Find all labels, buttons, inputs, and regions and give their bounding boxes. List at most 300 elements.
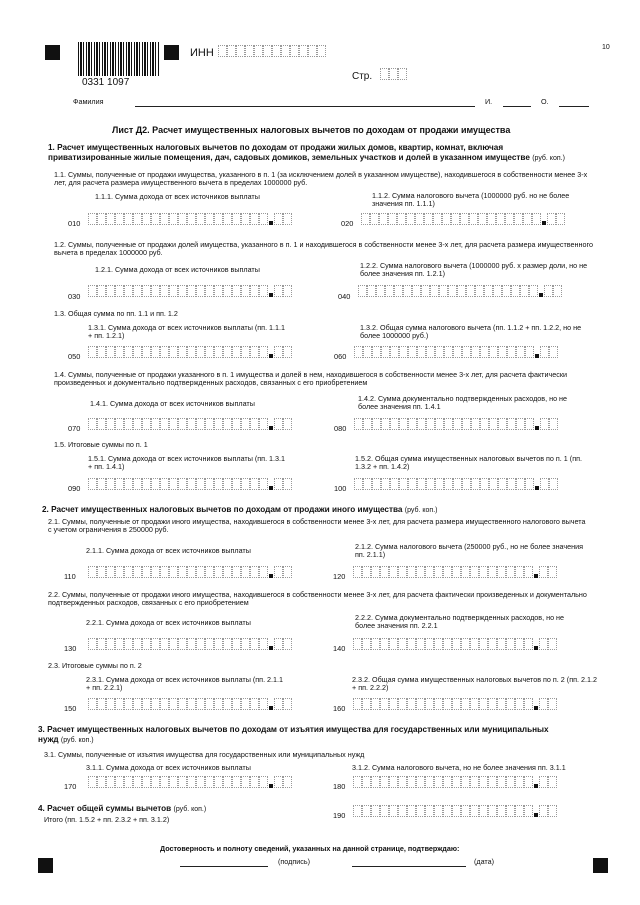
entry-cell[interactable] bbox=[160, 638, 169, 650]
entry-cell[interactable] bbox=[415, 213, 424, 225]
field-180[interactable] bbox=[353, 776, 557, 788]
entry-cell[interactable] bbox=[371, 698, 380, 710]
entry-cell[interactable] bbox=[187, 566, 196, 578]
entry-cell[interactable] bbox=[274, 698, 283, 710]
entry-cell[interactable] bbox=[236, 45, 245, 57]
entry-cell[interactable] bbox=[380, 638, 389, 650]
entry-cell[interactable] bbox=[506, 698, 515, 710]
entry-cell[interactable] bbox=[205, 776, 214, 788]
entry-cell[interactable] bbox=[516, 346, 525, 358]
entry-cell[interactable] bbox=[88, 776, 97, 788]
entry-cell[interactable] bbox=[548, 805, 557, 817]
entry-cell[interactable] bbox=[493, 285, 502, 297]
entry-cell[interactable] bbox=[250, 418, 259, 430]
entry-cell[interactable] bbox=[425, 805, 434, 817]
entry-cell[interactable] bbox=[196, 698, 205, 710]
entry-cell[interactable] bbox=[223, 566, 232, 578]
signature-line[interactable] bbox=[180, 866, 268, 867]
entry-cell[interactable] bbox=[488, 638, 497, 650]
entry-cell[interactable] bbox=[97, 285, 106, 297]
entry-cell[interactable] bbox=[151, 776, 160, 788]
entry-cell[interactable] bbox=[214, 285, 223, 297]
entry-cell[interactable] bbox=[283, 478, 292, 490]
entry-cell[interactable] bbox=[274, 346, 283, 358]
entry-cell[interactable] bbox=[214, 638, 223, 650]
entry-cell[interactable] bbox=[196, 566, 205, 578]
entry-cell[interactable] bbox=[169, 418, 178, 430]
entry-cell[interactable] bbox=[124, 776, 133, 788]
entry-cell[interactable] bbox=[399, 346, 408, 358]
entry-cell[interactable] bbox=[160, 285, 169, 297]
entry-cell[interactable] bbox=[489, 478, 498, 490]
entry-cell[interactable] bbox=[548, 638, 557, 650]
entry-cell[interactable] bbox=[444, 478, 453, 490]
entry-cell[interactable] bbox=[205, 566, 214, 578]
entry-cell[interactable] bbox=[416, 776, 425, 788]
entry-cell[interactable] bbox=[412, 285, 421, 297]
entry-cell[interactable] bbox=[223, 698, 232, 710]
entry-cell[interactable] bbox=[169, 776, 178, 788]
entry-cell[interactable] bbox=[403, 285, 412, 297]
entry-cell[interactable] bbox=[214, 418, 223, 430]
entry-cell[interactable] bbox=[88, 566, 97, 578]
entry-cell[interactable] bbox=[372, 346, 381, 358]
entry-cell[interactable] bbox=[263, 45, 272, 57]
entry-cell[interactable] bbox=[398, 638, 407, 650]
entry-cell[interactable] bbox=[381, 478, 390, 490]
entry-cell[interactable] bbox=[498, 478, 507, 490]
entry-cell[interactable] bbox=[97, 638, 106, 650]
entry-cell[interactable] bbox=[106, 566, 115, 578]
field-120[interactable] bbox=[353, 566, 557, 578]
entry-cell[interactable] bbox=[434, 638, 443, 650]
entry-cell[interactable] bbox=[497, 566, 506, 578]
entry-cell[interactable] bbox=[380, 776, 389, 788]
entry-cell[interactable] bbox=[416, 638, 425, 650]
field-170[interactable] bbox=[88, 776, 292, 788]
entry-cell[interactable] bbox=[498, 346, 507, 358]
entry-cell[interactable] bbox=[169, 213, 178, 225]
entry-cell[interactable] bbox=[88, 418, 97, 430]
entry-cell[interactable] bbox=[435, 346, 444, 358]
entry-cell[interactable] bbox=[196, 346, 205, 358]
entry-cell[interactable] bbox=[283, 346, 292, 358]
page-cells[interactable] bbox=[380, 68, 407, 80]
entry-cell[interactable] bbox=[532, 213, 541, 225]
entry-cell[interactable] bbox=[407, 805, 416, 817]
entry-cell[interactable] bbox=[133, 566, 142, 578]
entry-cell[interactable] bbox=[548, 698, 557, 710]
entry-cell[interactable] bbox=[461, 805, 470, 817]
entry-cell[interactable] bbox=[106, 418, 115, 430]
entry-cell[interactable] bbox=[478, 213, 487, 225]
entry-cell[interactable] bbox=[470, 805, 479, 817]
entry-cell[interactable] bbox=[232, 346, 241, 358]
entry-cell[interactable] bbox=[466, 285, 475, 297]
entry-cell[interactable] bbox=[539, 638, 548, 650]
entry-cell[interactable] bbox=[133, 285, 142, 297]
entry-cell[interactable] bbox=[283, 638, 292, 650]
entry-cell[interactable] bbox=[353, 776, 362, 788]
entry-cell[interactable] bbox=[470, 776, 479, 788]
entry-cell[interactable] bbox=[471, 346, 480, 358]
entry-cell[interactable] bbox=[433, 213, 442, 225]
entry-cell[interactable] bbox=[380, 68, 389, 80]
entry-cell[interactable] bbox=[133, 478, 142, 490]
entry-cell[interactable] bbox=[178, 776, 187, 788]
entry-cell[interactable] bbox=[371, 566, 380, 578]
entry-cell[interactable] bbox=[274, 638, 283, 650]
entry-cell[interactable] bbox=[241, 478, 250, 490]
entry-cell[interactable] bbox=[115, 566, 124, 578]
entry-cell[interactable] bbox=[354, 346, 363, 358]
entry-cell[interactable] bbox=[274, 418, 283, 430]
entry-cell[interactable] bbox=[398, 805, 407, 817]
entry-cell[interactable] bbox=[205, 638, 214, 650]
field-110[interactable] bbox=[88, 566, 292, 578]
entry-cell[interactable] bbox=[115, 478, 124, 490]
entry-cell[interactable] bbox=[133, 776, 142, 788]
entry-cell[interactable] bbox=[223, 638, 232, 650]
entry-cell[interactable] bbox=[205, 213, 214, 225]
entry-cell[interactable] bbox=[241, 213, 250, 225]
entry-cell[interactable] bbox=[106, 213, 115, 225]
entry-cell[interactable] bbox=[274, 478, 283, 490]
entry-cell[interactable] bbox=[178, 346, 187, 358]
entry-cell[interactable] bbox=[178, 285, 187, 297]
entry-cell[interactable] bbox=[169, 285, 178, 297]
entry-cell[interactable] bbox=[452, 698, 461, 710]
entry-cell[interactable] bbox=[489, 418, 498, 430]
entry-cell[interactable] bbox=[124, 478, 133, 490]
entry-cell[interactable] bbox=[299, 45, 308, 57]
entry-cell[interactable] bbox=[196, 478, 205, 490]
entry-cell[interactable] bbox=[97, 213, 106, 225]
entry-cell[interactable] bbox=[223, 418, 232, 430]
entry-cell[interactable] bbox=[553, 285, 562, 297]
entry-cell[interactable] bbox=[439, 285, 448, 297]
entry-cell[interactable] bbox=[283, 285, 292, 297]
entry-cell[interactable] bbox=[205, 418, 214, 430]
entry-cell[interactable] bbox=[452, 638, 461, 650]
entry-cell[interactable] bbox=[106, 478, 115, 490]
entry-cell[interactable] bbox=[214, 698, 223, 710]
entry-cell[interactable] bbox=[241, 566, 250, 578]
entry-cell[interactable] bbox=[417, 418, 426, 430]
entry-cell[interactable] bbox=[254, 45, 263, 57]
entry-cell[interactable] bbox=[187, 638, 196, 650]
entry-cell[interactable] bbox=[223, 346, 232, 358]
entry-cell[interactable] bbox=[187, 418, 196, 430]
entry-cell[interactable] bbox=[361, 213, 370, 225]
entry-cell[interactable] bbox=[115, 638, 124, 650]
surname-line[interactable] bbox=[135, 106, 475, 107]
entry-cell[interactable] bbox=[479, 638, 488, 650]
entry-cell[interactable] bbox=[416, 566, 425, 578]
entry-cell[interactable] bbox=[196, 418, 205, 430]
entry-cell[interactable] bbox=[381, 418, 390, 430]
entry-cell[interactable] bbox=[408, 418, 417, 430]
entry-cell[interactable] bbox=[205, 478, 214, 490]
entry-cell[interactable] bbox=[187, 698, 196, 710]
entry-cell[interactable] bbox=[525, 478, 534, 490]
entry-cell[interactable] bbox=[232, 638, 241, 650]
entry-cell[interactable] bbox=[489, 346, 498, 358]
entry-cell[interactable] bbox=[363, 346, 372, 358]
entry-cell[interactable] bbox=[88, 285, 97, 297]
entry-cell[interactable] bbox=[507, 418, 516, 430]
field-070[interactable] bbox=[88, 418, 292, 430]
entry-cell[interactable] bbox=[363, 418, 372, 430]
entry-cell[interactable] bbox=[142, 285, 151, 297]
entry-cell[interactable] bbox=[448, 285, 457, 297]
entry-cell[interactable] bbox=[380, 566, 389, 578]
entry-cell[interactable] bbox=[469, 213, 478, 225]
entry-cell[interactable] bbox=[124, 566, 133, 578]
entry-cell[interactable] bbox=[115, 213, 124, 225]
entry-cell[interactable] bbox=[259, 418, 268, 430]
entry-cell[interactable] bbox=[421, 285, 430, 297]
entry-cell[interactable] bbox=[475, 285, 484, 297]
entry-cell[interactable] bbox=[556, 213, 565, 225]
entry-cell[interactable] bbox=[498, 418, 507, 430]
entry-cell[interactable] bbox=[390, 478, 399, 490]
entry-cell[interactable] bbox=[453, 418, 462, 430]
entry-cell[interactable] bbox=[133, 638, 142, 650]
field-160[interactable] bbox=[353, 698, 557, 710]
entry-cell[interactable] bbox=[178, 213, 187, 225]
entry-cell[interactable] bbox=[516, 418, 525, 430]
entry-cell[interactable] bbox=[308, 45, 317, 57]
entry-cell[interactable] bbox=[259, 213, 268, 225]
entry-cell[interactable] bbox=[214, 566, 223, 578]
initial-o-line[interactable] bbox=[559, 106, 589, 107]
field-060[interactable] bbox=[354, 346, 558, 358]
entry-cell[interactable] bbox=[524, 805, 533, 817]
entry-cell[interactable] bbox=[502, 285, 511, 297]
entry-cell[interactable] bbox=[232, 213, 241, 225]
entry-cell[interactable] bbox=[539, 805, 548, 817]
entry-cell[interactable] bbox=[407, 698, 416, 710]
entry-cell[interactable] bbox=[214, 776, 223, 788]
entry-cell[interactable] bbox=[106, 776, 115, 788]
entry-cell[interactable] bbox=[133, 213, 142, 225]
entry-cell[interactable] bbox=[362, 805, 371, 817]
entry-cell[interactable] bbox=[457, 285, 466, 297]
entry-cell[interactable] bbox=[524, 566, 533, 578]
field-080[interactable] bbox=[354, 418, 558, 430]
entry-cell[interactable] bbox=[470, 698, 479, 710]
entry-cell[interactable] bbox=[151, 638, 160, 650]
entry-cell[interactable] bbox=[259, 698, 268, 710]
entry-cell[interactable] bbox=[372, 418, 381, 430]
entry-cell[interactable] bbox=[115, 285, 124, 297]
entry-cell[interactable] bbox=[97, 478, 106, 490]
entry-cell[interactable] bbox=[408, 346, 417, 358]
entry-cell[interactable] bbox=[232, 566, 241, 578]
entry-cell[interactable] bbox=[259, 566, 268, 578]
entry-cell[interactable] bbox=[444, 418, 453, 430]
entry-cell[interactable] bbox=[241, 776, 250, 788]
entry-cell[interactable] bbox=[178, 566, 187, 578]
entry-cell[interactable] bbox=[97, 566, 106, 578]
entry-cell[interactable] bbox=[524, 638, 533, 650]
entry-cell[interactable] bbox=[241, 638, 250, 650]
entry-cell[interactable] bbox=[461, 566, 470, 578]
entry-cell[interactable] bbox=[425, 638, 434, 650]
entry-cell[interactable] bbox=[462, 478, 471, 490]
entry-cell[interactable] bbox=[142, 346, 151, 358]
entry-cell[interactable] bbox=[196, 213, 205, 225]
entry-cell[interactable] bbox=[385, 285, 394, 297]
entry-cell[interactable] bbox=[133, 418, 142, 430]
entry-cell[interactable] bbox=[380, 698, 389, 710]
entry-cell[interactable] bbox=[124, 213, 133, 225]
entry-cell[interactable] bbox=[115, 698, 124, 710]
entry-cell[interactable] bbox=[169, 698, 178, 710]
entry-cell[interactable] bbox=[451, 213, 460, 225]
entry-cell[interactable] bbox=[540, 418, 549, 430]
entry-cell[interactable] bbox=[353, 566, 362, 578]
entry-cell[interactable] bbox=[106, 285, 115, 297]
entry-cell[interactable] bbox=[283, 418, 292, 430]
entry-cell[interactable] bbox=[274, 776, 283, 788]
entry-cell[interactable] bbox=[151, 698, 160, 710]
entry-cell[interactable] bbox=[281, 45, 290, 57]
entry-cell[interactable] bbox=[480, 478, 489, 490]
entry-cell[interactable] bbox=[547, 213, 556, 225]
entry-cell[interactable] bbox=[160, 776, 169, 788]
entry-cell[interactable] bbox=[232, 776, 241, 788]
entry-cell[interactable] bbox=[487, 213, 496, 225]
entry-cell[interactable] bbox=[416, 805, 425, 817]
entry-cell[interactable] bbox=[488, 566, 497, 578]
entry-cell[interactable] bbox=[142, 698, 151, 710]
entry-cell[interactable] bbox=[506, 638, 515, 650]
entry-cell[interactable] bbox=[124, 638, 133, 650]
entry-cell[interactable] bbox=[317, 45, 326, 57]
entry-cell[interactable] bbox=[274, 213, 283, 225]
entry-cell[interactable] bbox=[223, 213, 232, 225]
entry-cell[interactable] bbox=[388, 213, 397, 225]
entry-cell[interactable] bbox=[227, 45, 236, 57]
entry-cell[interactable] bbox=[525, 346, 534, 358]
entry-cell[interactable] bbox=[548, 776, 557, 788]
entry-cell[interactable] bbox=[169, 638, 178, 650]
entry-cell[interactable] bbox=[462, 418, 471, 430]
entry-cell[interactable] bbox=[539, 698, 548, 710]
entry-cell[interactable] bbox=[250, 698, 259, 710]
entry-cell[interactable] bbox=[353, 638, 362, 650]
entry-cell[interactable] bbox=[363, 478, 372, 490]
entry-cell[interactable] bbox=[362, 566, 371, 578]
entry-cell[interactable] bbox=[507, 346, 516, 358]
entry-cell[interactable] bbox=[178, 638, 187, 650]
entry-cell[interactable] bbox=[88, 638, 97, 650]
entry-cell[interactable] bbox=[425, 776, 434, 788]
entry-cell[interactable] bbox=[462, 346, 471, 358]
entry-cell[interactable] bbox=[283, 213, 292, 225]
entry-cell[interactable] bbox=[408, 478, 417, 490]
entry-cell[interactable] bbox=[223, 285, 232, 297]
entry-cell[interactable] bbox=[539, 776, 548, 788]
entry-cell[interactable] bbox=[443, 776, 452, 788]
entry-cell[interactable] bbox=[444, 346, 453, 358]
entry-cell[interactable] bbox=[515, 805, 524, 817]
entry-cell[interactable] bbox=[430, 285, 439, 297]
entry-cell[interactable] bbox=[371, 638, 380, 650]
entry-cell[interactable] bbox=[390, 346, 399, 358]
entry-cell[interactable] bbox=[516, 478, 525, 490]
entry-cell[interactable] bbox=[497, 805, 506, 817]
entry-cell[interactable] bbox=[424, 213, 433, 225]
entry-cell[interactable] bbox=[160, 698, 169, 710]
entry-cell[interactable] bbox=[497, 698, 506, 710]
entry-cell[interactable] bbox=[178, 478, 187, 490]
entry-cell[interactable] bbox=[394, 285, 403, 297]
entry-cell[interactable] bbox=[479, 566, 488, 578]
entry-cell[interactable] bbox=[407, 638, 416, 650]
entry-cell[interactable] bbox=[187, 776, 196, 788]
entry-cell[interactable] bbox=[241, 285, 250, 297]
entry-cell[interactable] bbox=[283, 776, 292, 788]
entry-cell[interactable] bbox=[142, 478, 151, 490]
entry-cell[interactable] bbox=[283, 698, 292, 710]
field-030[interactable] bbox=[88, 285, 292, 297]
entry-cell[interactable] bbox=[505, 213, 514, 225]
entry-cell[interactable] bbox=[479, 698, 488, 710]
entry-cell[interactable] bbox=[434, 805, 443, 817]
entry-cell[interactable] bbox=[160, 346, 169, 358]
entry-cell[interactable] bbox=[398, 68, 407, 80]
entry-cell[interactable] bbox=[151, 346, 160, 358]
entry-cell[interactable] bbox=[205, 698, 214, 710]
entry-cell[interactable] bbox=[124, 698, 133, 710]
entry-cell[interactable] bbox=[151, 213, 160, 225]
entry-cell[interactable] bbox=[480, 346, 489, 358]
entry-cell[interactable] bbox=[178, 418, 187, 430]
entry-cell[interactable] bbox=[205, 346, 214, 358]
entry-cell[interactable] bbox=[461, 698, 470, 710]
entry-cell[interactable] bbox=[218, 45, 227, 57]
entry-cell[interactable] bbox=[142, 638, 151, 650]
field-020[interactable] bbox=[361, 213, 565, 225]
entry-cell[interactable] bbox=[187, 478, 196, 490]
entry-cell[interactable] bbox=[397, 213, 406, 225]
entry-cell[interactable] bbox=[151, 478, 160, 490]
entry-cell[interactable] bbox=[259, 478, 268, 490]
entry-cell[interactable] bbox=[479, 805, 488, 817]
entry-cell[interactable] bbox=[106, 698, 115, 710]
entry-cell[interactable] bbox=[549, 346, 558, 358]
entry-cell[interactable] bbox=[453, 346, 462, 358]
entry-cell[interactable] bbox=[115, 776, 124, 788]
entry-cell[interactable] bbox=[524, 776, 533, 788]
entry-cell[interactable] bbox=[443, 698, 452, 710]
entry-cell[interactable] bbox=[434, 776, 443, 788]
entry-cell[interactable] bbox=[232, 285, 241, 297]
entry-cell[interactable] bbox=[187, 213, 196, 225]
entry-cell[interactable] bbox=[124, 285, 133, 297]
entry-cell[interactable] bbox=[520, 285, 529, 297]
entry-cell[interactable] bbox=[274, 285, 283, 297]
entry-cell[interactable] bbox=[506, 805, 515, 817]
entry-cell[interactable] bbox=[389, 566, 398, 578]
entry-cell[interactable] bbox=[453, 478, 462, 490]
entry-cell[interactable] bbox=[88, 346, 97, 358]
entry-cell[interactable] bbox=[259, 346, 268, 358]
entry-cell[interactable] bbox=[540, 478, 549, 490]
